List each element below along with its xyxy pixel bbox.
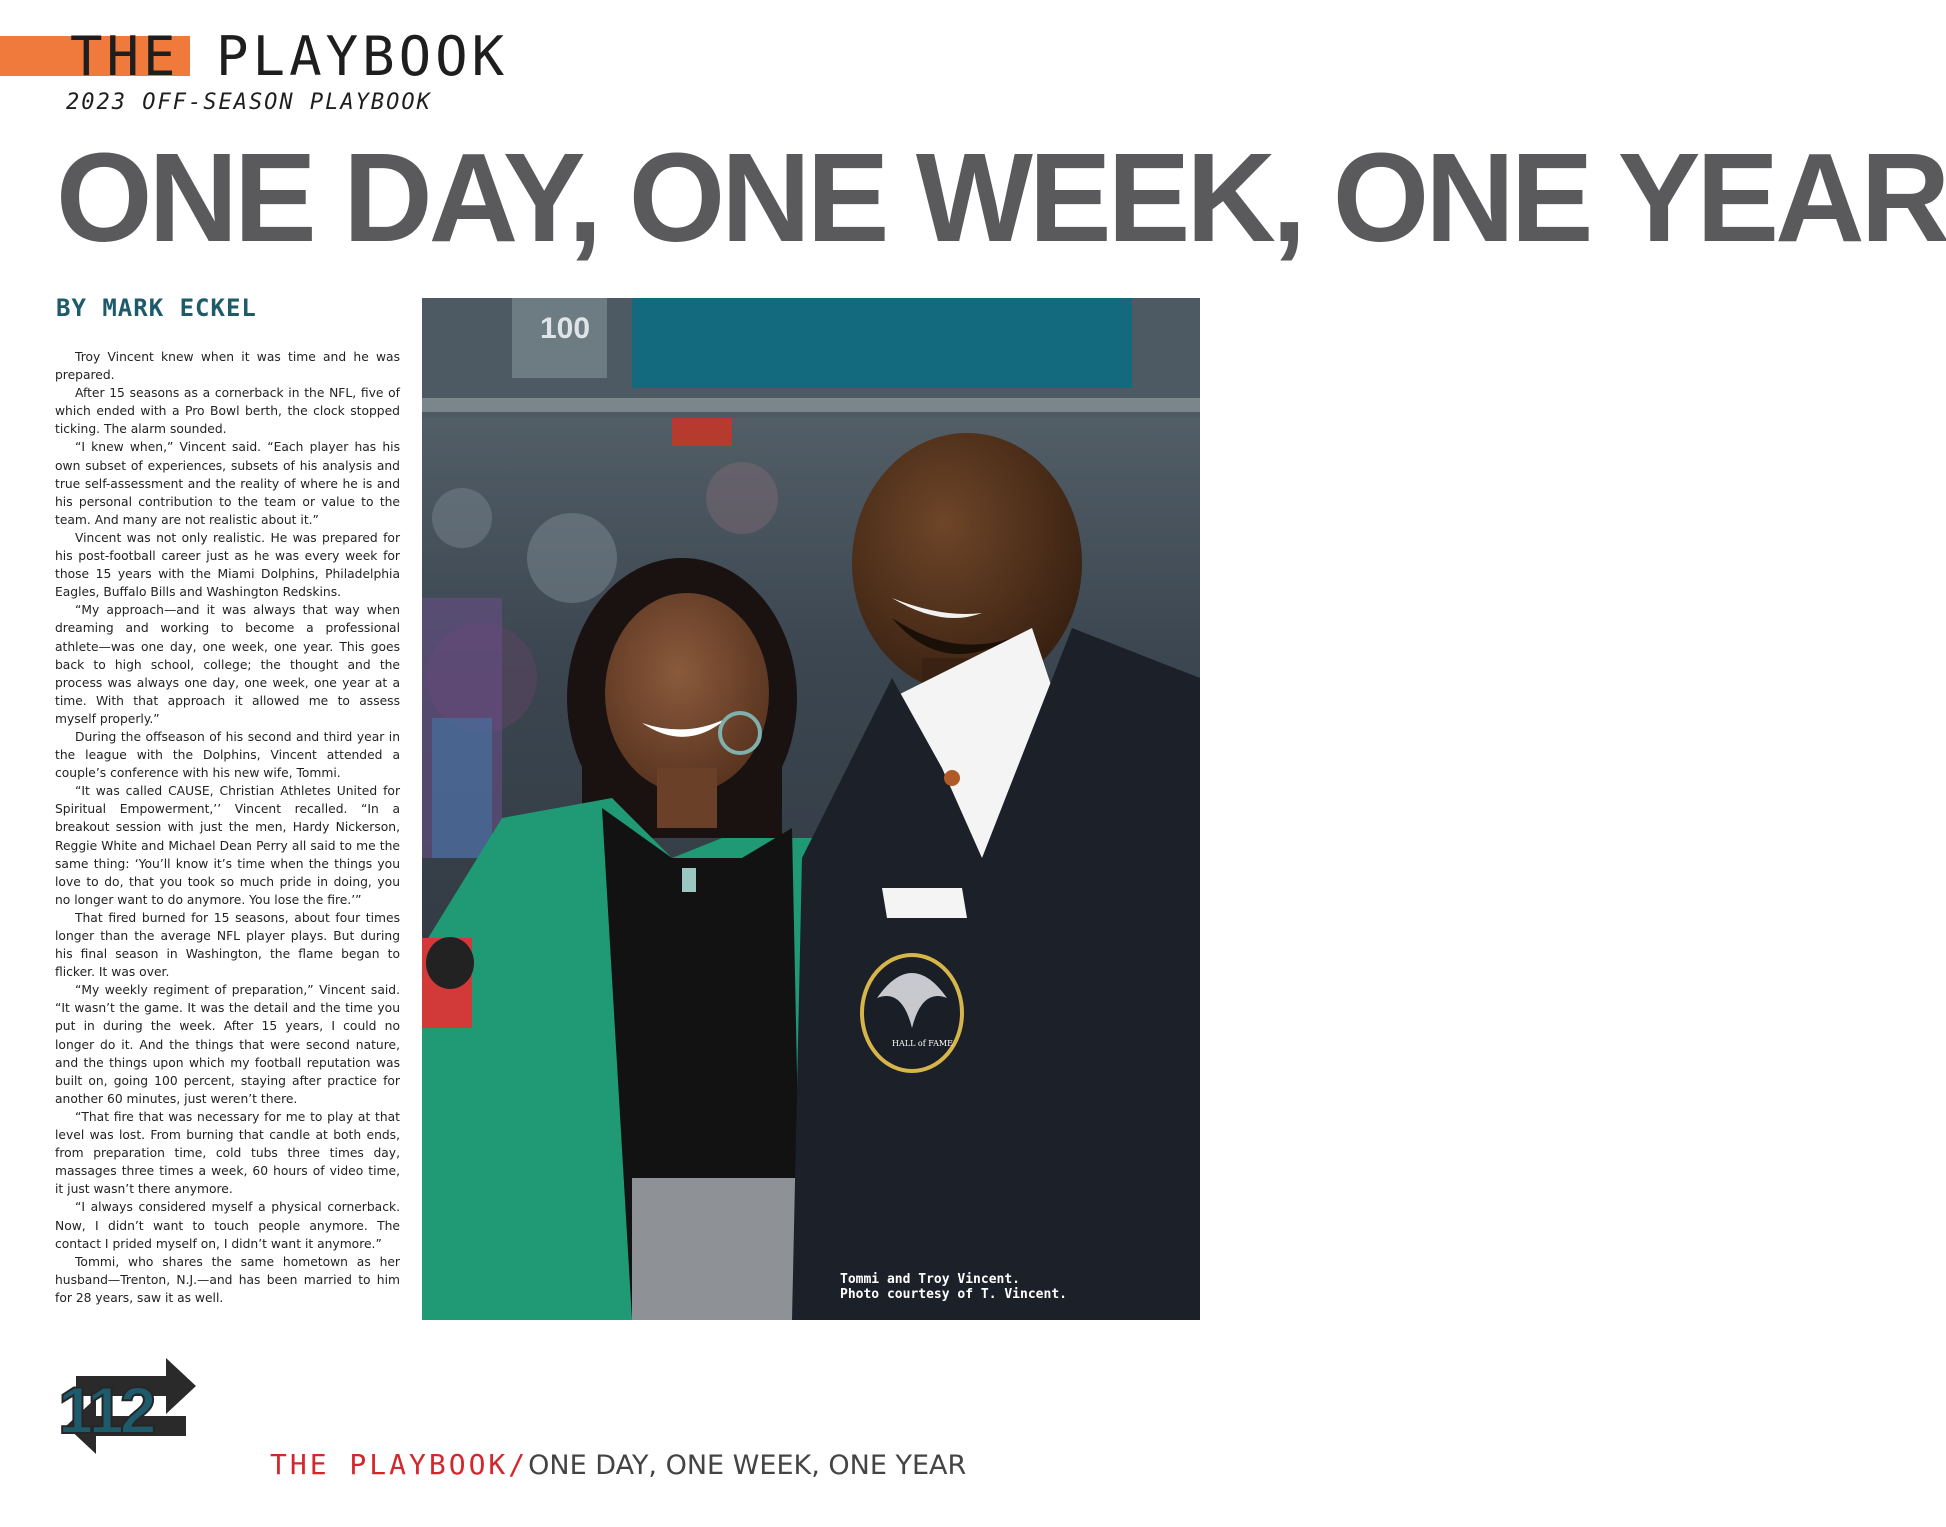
article-paragraph: “I knew when,” Vincent said. “Each player has his own subset of experiences, subsets of his analysis and true self-assessment and the reality of where he is and his personal contribution to the team or value to the team. And many are not realistic about it.” [55,440,400,527]
page-number: 112 [58,1373,153,1447]
article-paragraph: After 15 seasons as a cornerback in the NFL, five of which ended with a Pro Bowl berth, the clock stopped ticking. The alarm sounded. [55,386,400,437]
footer [270,1448,966,1481]
article-headline: ONE DAY, ONE WEEK, ONE YEAR [56,127,1946,269]
article-paragraph: That fired burned for 15 seasons, about four times longer than the average NFL player plays. But during his final season in Washington, the flame began to flicker. It was over. [55,910,400,980]
photo-illustration [422,298,1200,1320]
caption-line-1: Tommi and Troy Vincent. [840,1272,1021,1287]
footer-title: ONE DAY, ONE WEEK, ONE YEAR [528,1450,967,1481]
article-paragraph: During the offseason of his second and third year in the league with the Dolphins, Vincent attended a couple’s conference with his new wife, Tommi. [55,729,400,781]
byline: BY MARK ECKEL [56,294,257,322]
article-paragraph: “My weekly regiment of preparation,” Vincent said. “It wasn’t the game. It was the detail and the time you put in during the week. After 15 years, I could no longer do it. And the things that were second nature, and the things upon which my football reputation was built on, going 100 percent, staying after practice for another 60 minutes, just weren’t there. [55,983,400,1106]
patch-text: HALL of FAME [892,1039,953,1048]
article-paragraph: “My approach—and it was always that way when dreaming and working to become a professional athlete—was one day, one week, one year. This goes back to high school, college; the thought and the process was always one day, one week, one year at a time. With that approach it allowed me to assess myself properly.” [55,603,400,726]
footer-brand: THE PLAYBOOK/ [270,1448,529,1481]
article-paragraph: Troy Vincent knew when it was time and he was prepared. [55,350,400,383]
photo-caption [840,1272,1067,1302]
sign-number: 100 [540,312,591,345]
article-paragraph: “That fire that was necessary for me to play at that level was lost. From burning that candle at both ends, from preparation time, cold tubs three times day, massages three times a week, 60 hours of video time, it just wasn’t there anymore. [55,1109,400,1197]
article-paragraph: “It was called CAUSE, Christian Athletes United for Spiritual Empowerment,’’ Vincent recalled. “In a breakout session with just the men, Hardy Nickerson, Reggie White and Michael Dean Perry all said to me the same thing: ‘You’ll know it’s time when the things you love to do, that you took so much pride in doing, you no longer want to do anymore. You lose the fire.’” [55,784,400,907]
article-paragraph: Tommi, who shares the same hometown as her husband—Trenton, N.J.—and has been married to him for 28 years, saw it as well. [55,1254,400,1305]
article-body [55,348,400,1307]
article-paragraph: Vincent was not only realistic. He was prepared for his post-football career just as he was every week for those 15 years with the Miami Dolphins, Philadelphia Eagles, Buffalo Bills and Washington Redskins. [55,530,400,600]
masthead [0,25,560,88]
masthead-subtitle: 2023 OFF-SEASON PLAYBOOK [66,90,432,115]
article-paragraph: “I always considered myself a physical cornerback. Now, I didn’t want to touch people anymore. The contact I prided myself on, I didn’t want it anymore.” [55,1200,400,1251]
photo-tommi-and-troy-vincent [422,298,1200,1320]
masthead-title: THE PLAYBOOK [70,25,509,88]
caption-line-2: Photo courtesy of T. Vincent. [840,1287,1067,1302]
